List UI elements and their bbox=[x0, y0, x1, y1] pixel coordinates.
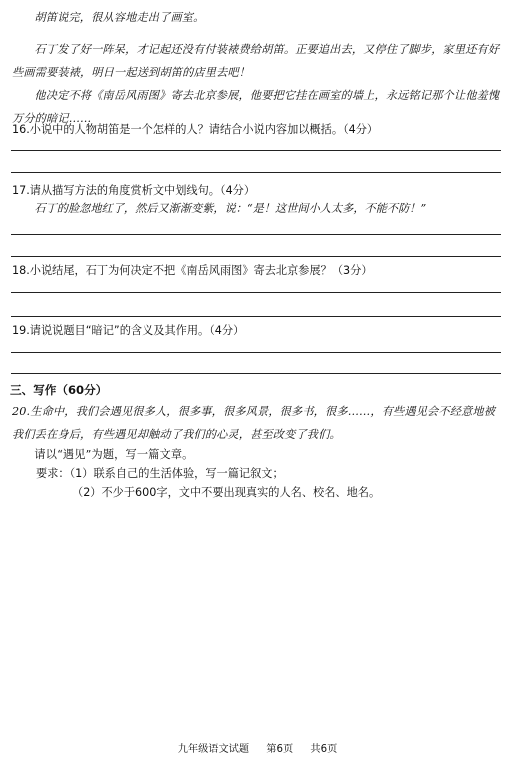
footer-subject: 九年级语文试题 bbox=[177, 744, 250, 755]
answer-line bbox=[11, 150, 501, 151]
question-20-prompt: 请以“遇见”为题，写一篇文章。 bbox=[34, 448, 194, 461]
footer-total-pages: 共6页 bbox=[310, 744, 338, 755]
answer-line bbox=[11, 373, 501, 374]
story-paragraph-3: 他决定不将《南岳风雨图》寄去北京参展，他要把它挂在画室的墙上，永远铭记那个让他羞愧万分的暗记…… bbox=[12, 89, 500, 125]
story-paragraph-2: 石丁发了好一阵呆，才记起还没有付装裱费给胡笛。正要追出去，又停住了脚步，家里还有好些画需要装裱，明日一起送到胡笛的店里去吧！ bbox=[12, 43, 500, 79]
question-18: 18.小说结尾，石丁为何决定不把《南岳风雨图》寄去北京参展？（3分） bbox=[12, 264, 373, 277]
answer-line bbox=[11, 316, 501, 317]
answer-line bbox=[11, 256, 501, 257]
requirement-1: 要求：（1）联系自己的生活体验，写一篇记叙文； bbox=[36, 467, 284, 480]
page-footer bbox=[0, 740, 515, 755]
story-paragraph-1: 胡笛说完，很从容地走出了画室。 bbox=[34, 11, 205, 24]
answer-line bbox=[11, 172, 501, 173]
section-title-writing: 三、写作（60分） bbox=[10, 383, 108, 397]
footer-page-number: 第6页 bbox=[266, 744, 294, 755]
question-17: 17.请从描写方法的角度赏析文中划线句。（4分） bbox=[12, 184, 256, 197]
answer-line bbox=[11, 352, 501, 353]
question-19: 19.请说说题目“暗记”的含义及其作用。（4分） bbox=[12, 324, 245, 337]
question-20: 20.生命中，我们会遇见很多人，很多事，很多风景，很多书，很多……，有些遇见会不经意地被我们丢在身后，有些遇见却触动了我们的心灵，甚至改变了我们。 bbox=[12, 405, 496, 441]
answer-line bbox=[11, 292, 501, 293]
answer-line bbox=[11, 234, 501, 235]
question-16: 16.小说中的人物胡笛是一个怎样的人？请结合小说内容加以概括。（4分） bbox=[12, 123, 379, 136]
question-17-quote: 石丁的脸忽地红了，然后又渐渐变紫，说：“是！这世间小人太多，不能不防！” bbox=[34, 202, 427, 215]
requirement-2: （2）不少于600字，文中不要出现真实的人名、校名、地名。 bbox=[72, 486, 381, 499]
